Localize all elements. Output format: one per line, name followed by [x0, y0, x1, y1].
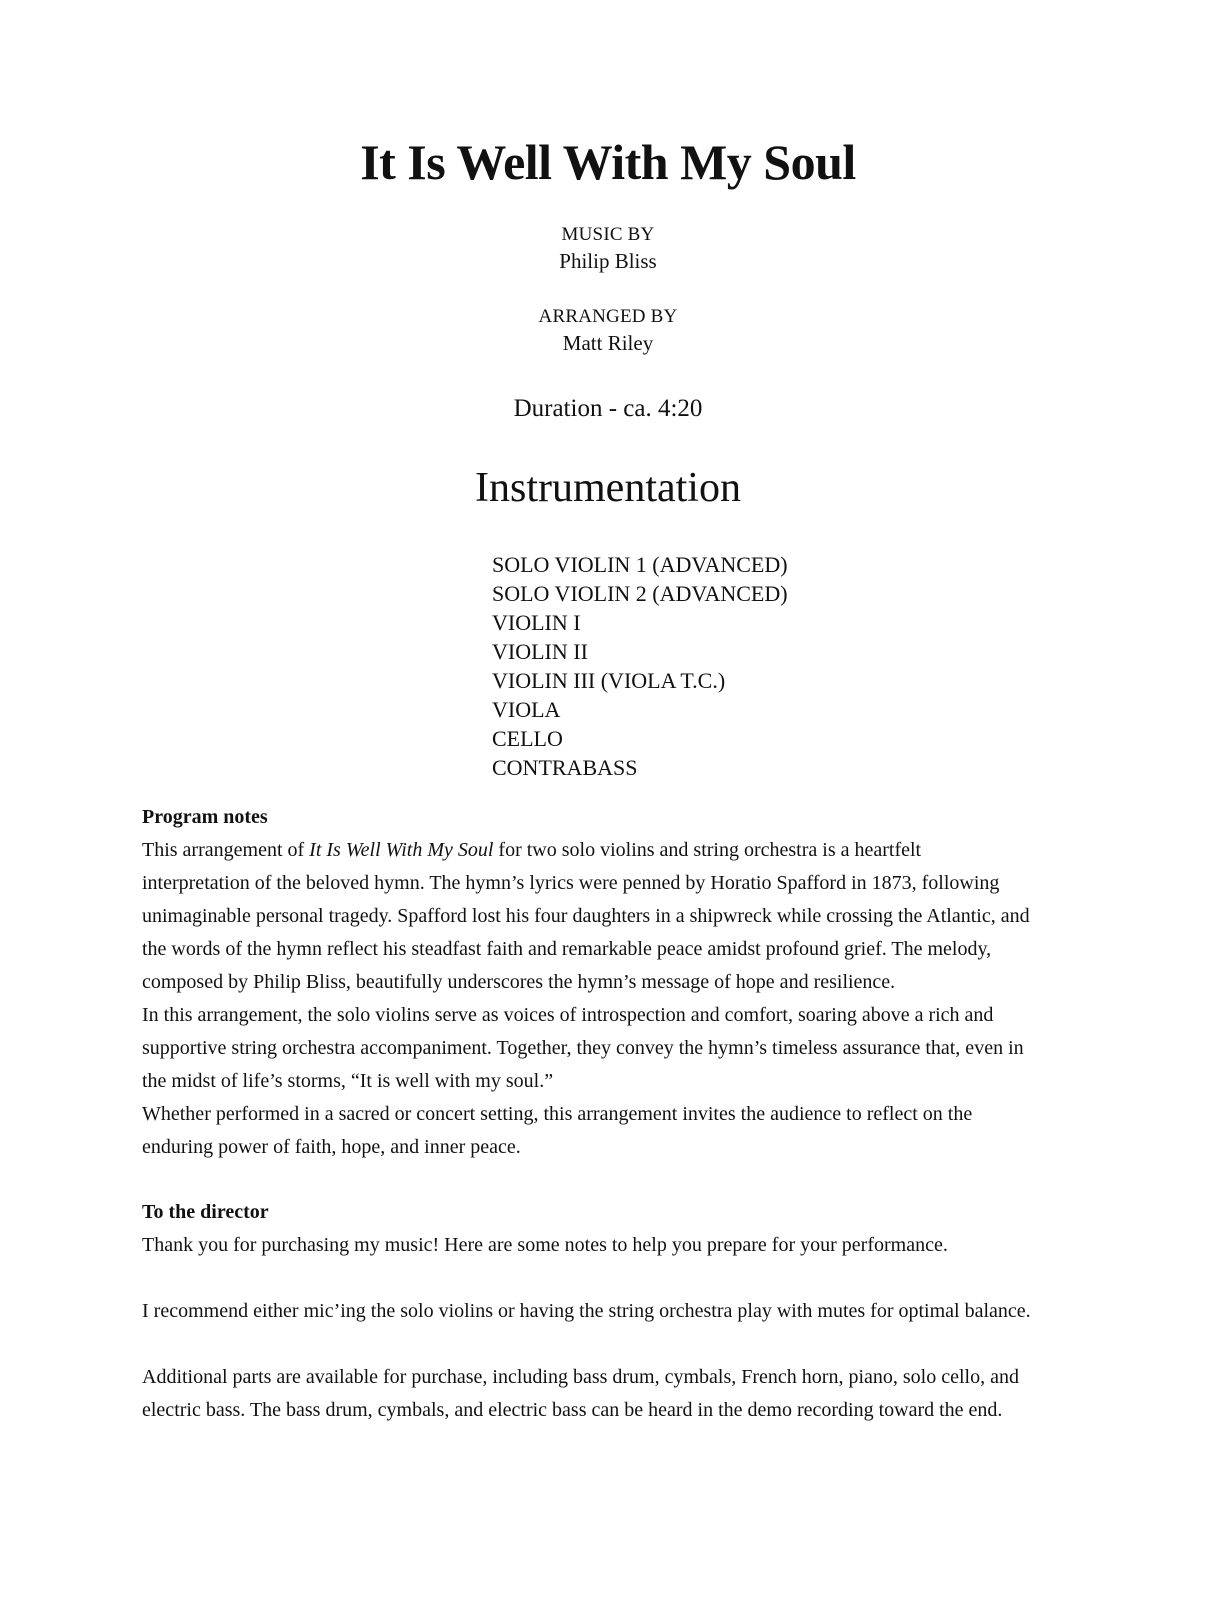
- instrument-item: CONTRABASS: [492, 755, 638, 780]
- paragraph-line: Additional parts are available for purchase, including bass drum, cymbals, French horn, piano, solo cello, and: [142, 1366, 1019, 1388]
- instrument-item: VIOLIN II: [492, 639, 588, 664]
- program-notes-heading: Program notes: [142, 806, 268, 828]
- program-notes-paragraph-1: [142, 834, 1082, 999]
- program-notes-section: [142, 801, 1082, 1164]
- instrument-item: SOLO VIOLIN 2 (ADVANCED): [492, 581, 788, 606]
- program-notes-paragraph-2: [142, 999, 1082, 1098]
- text-run: for two solo violins and string orchestra is a heartfelt: [493, 839, 922, 861]
- paragraph-line: Whether performed in a sacred or concert setting, this arrangement invites the audience to reflect on the: [142, 1103, 973, 1125]
- paragraph-line: supportive string orchestra accompaniment. Together, they convey the hymn’s timeless assurance that, even in: [142, 1037, 1024, 1059]
- composer-name: Philip Bliss: [559, 249, 657, 273]
- paragraph-line: composed by Philip Bliss, beautifully underscores the hymn’s message of hope and resilience.: [142, 971, 896, 993]
- arranger-name: Matt Riley: [562, 331, 654, 355]
- duration: Duration - ca. 4:20: [513, 395, 703, 422]
- instrument-item: SOLO VIOLIN 1 (ADVANCED): [492, 552, 788, 577]
- director-paragraph-1: Thank you for purchasing my music! Here are some notes to help you prepare for your performance.: [142, 1234, 948, 1256]
- director-paragraph-3-block: [142, 1361, 1082, 1427]
- piece-title-italic: It Is Well With My Soul: [309, 839, 494, 861]
- to-the-director-heading: To the director: [142, 1201, 269, 1223]
- instrument-item: VIOLIN I: [492, 610, 581, 635]
- paragraph-line: the midst of life’s storms, “It is well with my soul.”: [142, 1070, 554, 1092]
- director-paragraph-2: I recommend either mic’ing the solo violins or having the string orchestra play with mutes for optimal balance.: [142, 1300, 1031, 1322]
- instrumentation-list: [492, 550, 788, 782]
- director-paragraph-2-block: [142, 1295, 1082, 1328]
- to-the-director-section: [142, 1196, 1082, 1262]
- paragraph-line: In this arrangement, the solo violins serve as voices of introspection and comfort, soaring above a rich and: [142, 1004, 994, 1026]
- music-by-label: MUSIC BY: [561, 224, 655, 245]
- program-notes-paragraph-3: [142, 1098, 1082, 1164]
- instrument-item: CELLO: [492, 726, 563, 751]
- instrument-item: VIOLA: [492, 697, 561, 722]
- arranged-by-label: ARRANGED BY: [538, 306, 678, 327]
- instrumentation-heading: Instrumentation: [475, 465, 741, 511]
- paragraph-line: [142, 834, 1082, 867]
- text-run: This arrangement of: [142, 839, 310, 861]
- document-title: It Is Well With My Soul: [360, 134, 856, 190]
- paragraph-line: electric bass. The bass drum, cymbals, and electric bass can be heard in the demo recording toward the end.: [142, 1399, 1003, 1421]
- paragraph-line: unimaginable personal tragedy. Spafford lost his four daughters in a shipwreck while crossing the Atlantic, and: [142, 905, 1030, 927]
- instrument-item: VIOLIN III (VIOLA T.C.): [492, 668, 726, 693]
- paragraph-line: enduring power of faith, hope, and inner peace.: [142, 1136, 521, 1158]
- paragraph-line: interpretation of the beloved hymn. The hymn’s lyrics were penned by Horatio Spafford in 1873, following: [142, 872, 1000, 894]
- director-paragraph-3: [142, 1361, 1082, 1427]
- paragraph-line: the words of the hymn reflect his steadfast faith and remarkable peace amidst profound grief. The melody,: [142, 938, 992, 960]
